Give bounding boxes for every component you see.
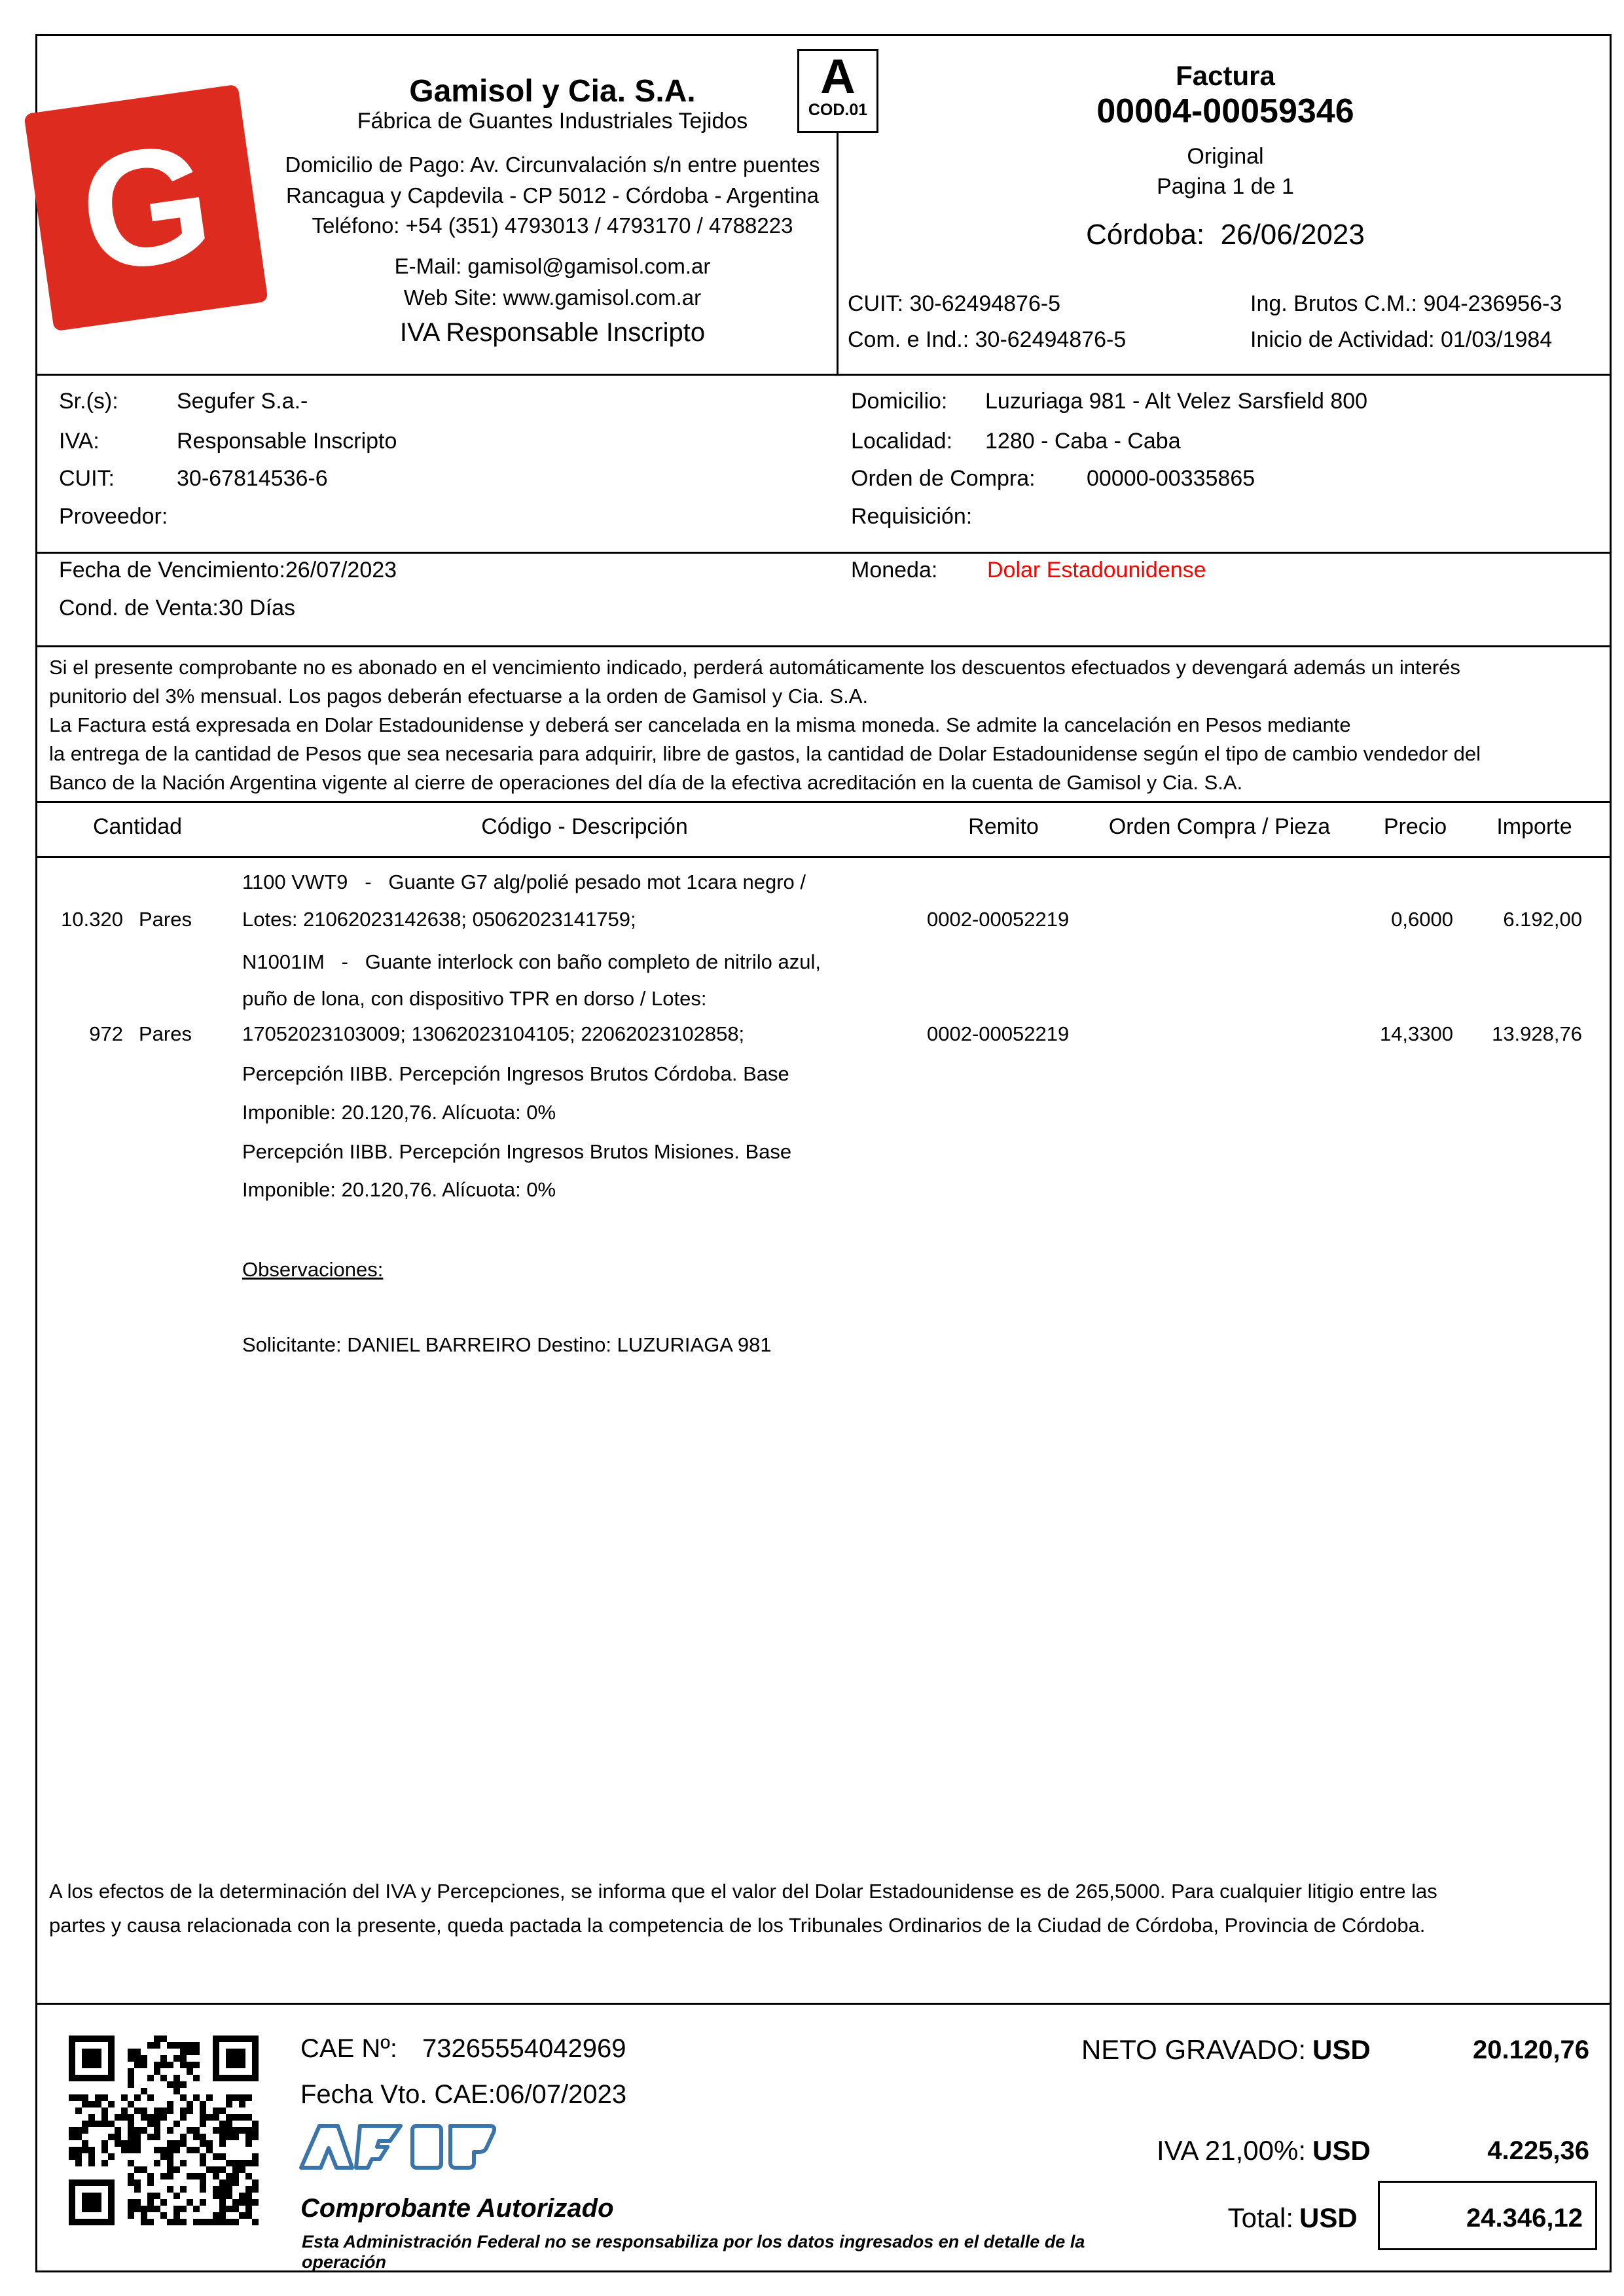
item-unit: Pares: [139, 908, 192, 931]
item-description: Lotes: 21062023142638; 05062023141759;: [242, 908, 636, 931]
divider-table-header: [35, 856, 1612, 858]
item-description: 17052023103009; 13062023104105; 22062023102858;: [242, 1022, 745, 1045]
moneda-label: Moneda:: [851, 558, 938, 583]
qr-code: [65, 2032, 262, 2229]
neto-gravado-currency: USD: [1312, 2034, 1371, 2065]
item-remito: 0002-00052219: [927, 908, 1070, 931]
item-quantity: 972: [89, 1022, 123, 1045]
item-tax-note: Imponible: 20.120,76. Alícuota: 0%: [242, 1101, 556, 1124]
customer-domicilio-label: Domicilio:: [851, 389, 948, 414]
item-tax-note: Imponible: 20.120,76. Alícuota: 0%: [242, 1178, 556, 1201]
company-logo-icon: [24, 84, 268, 332]
neto-gravado-label: NETO GRAVADO:: [1081, 2034, 1306, 2065]
company-address-line2: Rancagua y Capdevila - CP 5012 - Córdoba - Argentina: [286, 183, 819, 207]
legal-line: Banco de la Nación Argentina vigente al cierre de operaciones del día de la efectiva acreditación en la cuenta de Gamisol y Cia. S.A.: [49, 771, 1243, 794]
col-header-precio: Precio: [1383, 814, 1447, 839]
col-header-cantidad: Cantidad: [92, 814, 183, 839]
customer-orden-compra-value: 00000-00335865: [1087, 466, 1255, 491]
item-tax-note: Percepción IIBB. Percepción Ingresos Brutos Córdoba. Base: [242, 1062, 789, 1085]
company-phone: Teléfono: +54 (351) 4793013 / 4793170 / 4788223: [312, 213, 793, 238]
customer-localidad-label: Localidad:: [851, 429, 953, 454]
legal-line: La Factura está expresada en Dolar Estadounidense y deberá ser cancelada en la misma moneda. Se admite la cancelación en Pesos mediante: [49, 713, 1351, 736]
neto-gravado-value: 20.120,76: [1473, 2036, 1589, 2064]
total-currency: USD: [1299, 2202, 1358, 2233]
item-description: N1001IM - Guante interlock con baño completo de nitrilo azul,: [242, 950, 821, 973]
customer-sr-value: Segufer S.a.-: [177, 389, 308, 414]
disclaimer-line: partes y causa relacionada con la presente, queda pactada la competencia de los Tribunales Ordinarios de la Ciudad de Córdoba, Provincia de Córdoba.: [49, 1914, 1426, 1937]
solicitante-line: Solicitante: DANIEL BARREIRO Destino: LUZURIAGA 981: [242, 1333, 772, 1356]
customer-iva-label: IVA:: [59, 429, 99, 454]
customer-proveedor-label: Proveedor:: [59, 504, 168, 529]
divider-legal: [35, 801, 1612, 803]
invoice-title: Factura: [1176, 60, 1275, 91]
item-tax-note: Percepción IIBB. Percepción Ingresos Brutos Misiones. Base: [242, 1140, 792, 1163]
divider-footer: [35, 2003, 1612, 2005]
invoice-number: 00004-00059346: [1096, 92, 1354, 130]
comprobante-autorizado: Comprobante Autorizado: [300, 2194, 614, 2223]
item-precio: 0,6000: [1391, 908, 1453, 931]
invoice-copy-type: Original: [1187, 144, 1264, 169]
company-website: Web Site: www.gamisol.com.ar: [403, 285, 702, 310]
company-com-ind: Com. e Ind.: 30-62494876-5: [848, 327, 1127, 352]
invoice-page-info: Pagina 1 de 1: [1157, 174, 1294, 199]
iva-total-currency: USD: [1312, 2135, 1371, 2166]
invoice-date: 26/06/2023: [1220, 219, 1365, 251]
cond-venta-label: Cond. de Venta:: [59, 596, 219, 620]
customer-sr-label: Sr.(s):: [59, 389, 118, 414]
item-importe: 6.192,00: [1503, 908, 1582, 931]
invoice-type-code: COD.01: [808, 101, 868, 119]
item-description: puño de lona, con dispositivo TPR en dorso / Lotes:: [242, 987, 707, 1010]
iva-disclaimer: [49, 1874, 1587, 1943]
legal-line: la entrega de la cantidad de Pesos que sea necesaria para adquirir, libre de gastos, la cantidad de Dolar Estadounidense según el tipo de cambio vendedor del: [49, 742, 1481, 765]
company-cuit: CUIT: 30-62494876-5: [848, 291, 1061, 316]
legal-conditions: [49, 653, 1587, 797]
col-header-importe: Importe: [1496, 814, 1572, 839]
logo-letter: G: [69, 107, 223, 308]
item-description: 1100 VWT9 - Guante G7 alg/polié pesado mot 1cara negro /: [242, 870, 806, 893]
col-header-codigo-descripcion: Código - Descripción: [481, 814, 688, 839]
divider-customer: [35, 552, 1612, 554]
afip-fine-print: Esta Administración Federal no se responsabiliza por los datos ingresados en el detalle de la operación: [302, 2232, 1085, 2272]
observaciones-label: Observaciones:: [242, 1258, 384, 1281]
item-precio: 14,3300: [1379, 1022, 1453, 1045]
cond-venta-value: 30 Días: [218, 596, 296, 620]
invoice-city-label: Córdoba:: [1086, 219, 1205, 251]
cae-vto-row: [300, 2080, 626, 2109]
company-tagline: Fábrica de Guantes Industriales Tejidos: [357, 109, 748, 134]
total-label: Total:: [1227, 2202, 1293, 2233]
company-address-line1: Domicilio de Pago: Av. Circunvalación s/n entre puentes: [285, 152, 820, 177]
company-name: Gamisol y Cia. S.A.: [409, 74, 696, 109]
customer-requisicion-label: Requisición:: [851, 504, 973, 529]
vencimiento-row: [59, 558, 397, 583]
iva-total-value: 4.225,36: [1487, 2136, 1589, 2165]
company-ing-brutos: Ing. Brutos C.M.: 904-236956-3: [1250, 291, 1562, 316]
disclaimer-line: A los efectos de la determinación del IVA y Percepciones, se informa que el valor del Dolar Estadounidense es de 265,5000. Para cualquier litigio entre las: [49, 1880, 1437, 1903]
item-importe: 13.928,76: [1492, 1022, 1582, 1045]
customer-localidad-value: 1280 - Caba - Caba: [985, 429, 1181, 454]
customer-iva-value: Responsable Inscripto: [177, 429, 397, 454]
item-remito: 0002-00052219: [927, 1022, 1070, 1045]
cond-venta-row: [59, 596, 295, 621]
vencimiento-label: Fecha de Vencimiento:: [59, 558, 285, 583]
company-inicio-actividad: Inicio de Actividad: 01/03/1984: [1250, 327, 1553, 352]
col-header-remito: Remito: [968, 814, 1039, 839]
invoice-city-date: [839, 219, 1612, 251]
afip-logo-icon: [295, 2121, 497, 2173]
cae-vto-label: Fecha Vto. CAE:: [300, 2080, 496, 2109]
divider-header: [35, 374, 1612, 376]
item-unit: Pares: [139, 1022, 192, 1045]
total-value: 24.346,12: [1466, 2204, 1583, 2233]
customer-cuit-value: 30-67814536-6: [177, 466, 328, 491]
customer-orden-compra-label: Orden de Compra:: [851, 466, 1036, 491]
vencimiento-value: 26/07/2023: [285, 558, 397, 583]
legal-line: punitorio del 3% mensual. Los pagos deberán efectuarse a la orden de Gamisol y Cia. S.A.: [49, 685, 869, 708]
item-quantity: 10.320: [61, 908, 123, 931]
divider-terms: [35, 645, 1612, 647]
cae-label: CAE Nº:: [300, 2034, 397, 2063]
cae-vto-value: 06/07/2023: [495, 2080, 627, 2109]
col-header-orden-compra: Orden Compra / Pieza: [1108, 814, 1331, 839]
iva-total-label: IVA 21,00%:: [1156, 2135, 1306, 2166]
legal-line: Si el presente comprobante no es abonado en el vencimiento indicado, perderá automáticamente los descuentos efectuados y devengará además un interés: [49, 656, 1460, 679]
company-email: E-Mail: gamisol@gamisol.com.ar: [394, 254, 711, 278]
invoice-type-letter: A: [820, 49, 856, 103]
customer-cuit-label: CUIT:: [59, 466, 115, 491]
company-iva-status: IVA Responsable Inscripto: [399, 318, 706, 347]
customer-domicilio-value: Luzuriaga 981 - Alt Velez Sarsfield 800: [985, 389, 1368, 414]
cae-value: 73265554042969: [422, 2034, 626, 2063]
moneda-value: Dolar Estadounidense: [987, 558, 1206, 583]
